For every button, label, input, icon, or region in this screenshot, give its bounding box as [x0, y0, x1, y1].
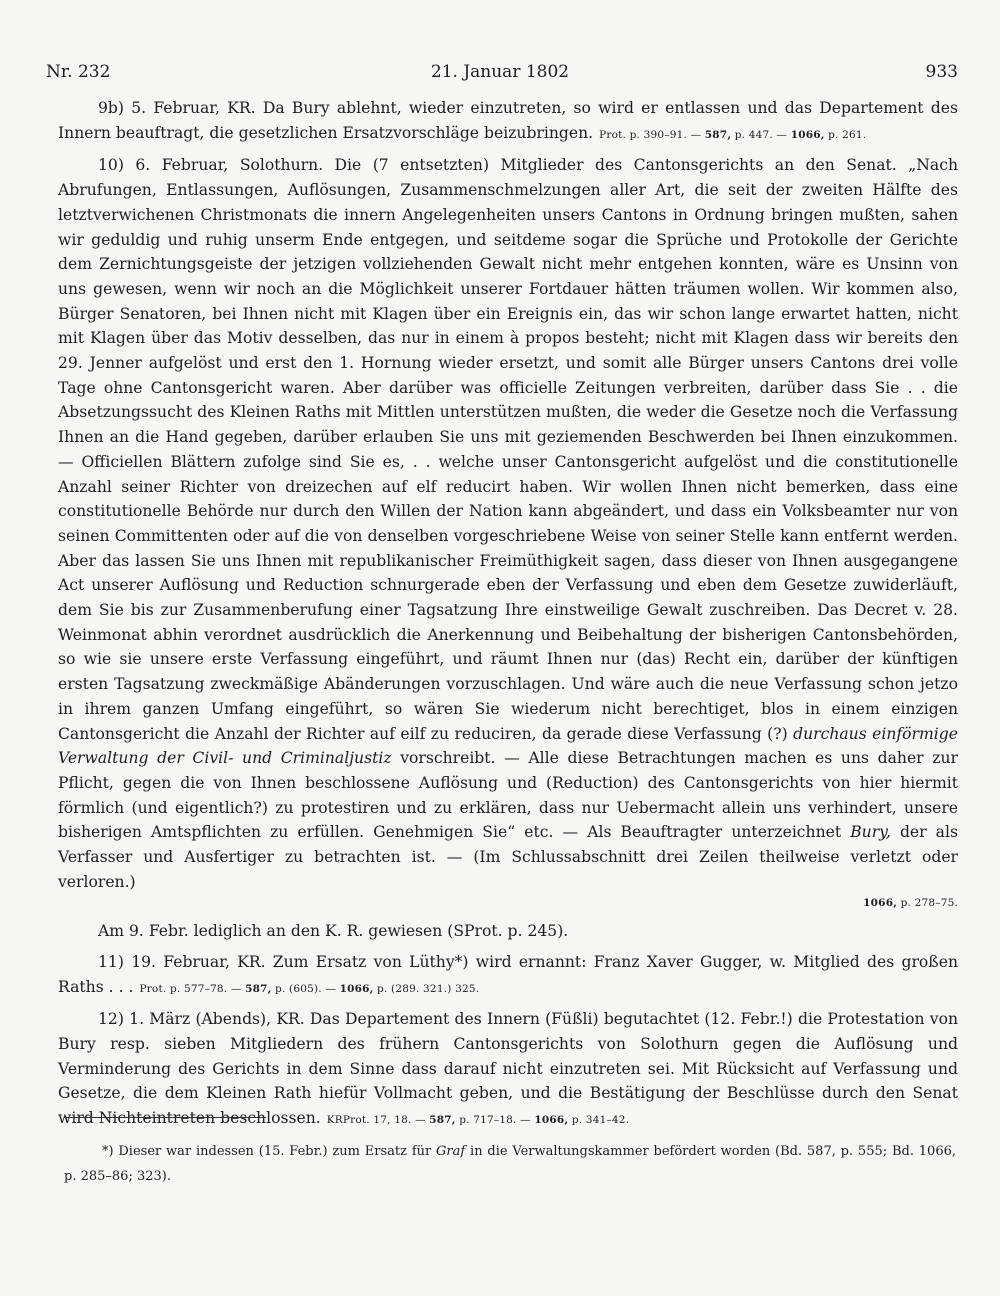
ref-volume: 587,: [704, 128, 732, 141]
paragraph-11-text: 11) 19. Februar, KR. Zum Ersatz von Lüthy*) wird ernannt: Franz Xaver Gugger, w. Mitglied des großen Raths . . .: [58, 952, 958, 996]
paragraph-11: [58, 950, 958, 1001]
paragraph-10-text-1: 10) 6. Februar, Solothurn. Die (7 entsetzten) Mitglieder des Cantonsgerichts an den Senat. „Nach Abrufungen, Entlassungen, Auflösungen, Zusammenschmelzungen aller Art, die seit der zweiten Hälfte des letztverwichenen Christmonats die innern Angelegenheiten unsers Cantons in Ordnung bringen mußten, sahen wir geduldig und ruhig unserm Ende entgegen, und seitdeme sogar die Sprüche und Protokolle der Gerichte dem Zernichtungsgeiste der jetzigen vollziehenden Gewalt nicht mehr entgehen konnten, wäre es Unsinn von uns gewesen, wenn wir noch an die Möglichkeit unserer Fortdauer hätten träumen wollen. Wir kommen also, Bürger Senatoren, bei Ihnen nicht mit Klagen über ein Ereignis ein, das wir schon lange erwartet hatten, nicht mit Klagen über das Motiv desselben, das nur in einem à propos besteht; nicht mit Klagen dass wir bereits den 29. Jenner aufgelöst und erst den 1. Hornung wieder ersetzt, und somit alle Bürger unsers Cantons drei volle Tage ohne Cantonsgericht waren. Aber darüber was officielle Zeitungen verbreiten, darüber dass Sie . . die Absetzungssucht des Kleinen Raths mit Mittlen unterstützen mußten, die weder die Gesetze noch die Verfassung Ihnen an die Hand gegeben, darüber erlauben Sie uns mit geziemenden Beschwerden bei Ihnen einzukommen. — Officiellen Blättern zufolge sind Sie es, . . welche unser Cantonsgericht aufgelöst und die constitutionelle Anzahl seiner Richter von dreizechen auf elf reducirt haben. Wir wollen Ihnen nicht bemerken, dass eine constitutionelle Behörde nur durch den Willen der Nation kann abgeändert, und dass ein Volksbeamter nur von seinen Committenten oder auf die von denselben vorgeschriebene Weise von seiner Stelle kann entfernt werden. Aber das lassen Sie uns Ihnen mit republikanischer Freimüthigkeit sagen, dass dieser von Ihnen ausgegangene Act unserer Auflösung und Reduction schnurgerade eben der Verfassung und eben dem Gesetze zuwiderläuft, dem Sie bis zur Zusammenberufung einer Tagsatzung Ihre einstweilige Gewalt zuschreiben. Das Decret v. 28. Weinmonat abhin verordnet ausdrücklich die Anerkennung und Beibehaltung der bisherigen Cantonsbehörden, so wie sie unsere erste Verfassung eingeführt, und räumt Ihnen nur (das) Recht ein, darüber der künftigen ersten Tagsatzung zweckmäßige Abänderungen vorzuschlagen. Und wäre auch die neue Verfassung schon jetzo in ihrem ganzen Umfang eingeführt, so wären Sie wiederum nicht berechtiget, blos in einem einzigen Cantonsgericht die Anzahl der Richter auf eilf zu reduciren, da gerade diese Verfassung (?): [58, 156, 958, 743]
ref-part: p. (289. 321.) 325.: [377, 982, 480, 995]
footnote-text-2: in die Verwaltungskammer befördert worden (Bd. 587, p. 555; Bd. 1066, p. 285–86; 323).: [64, 1144, 956, 1184]
paragraph-12-text: 12) 1. März (Abends), KR. Das Departement des Innern (Füßli) begutachtet (12. Febr.!) die Protestation von Bury resp. sieben Mitgliedern des frühern Cantonsgerichts von Solothurn gegen die Auflösung und Verminderung des Gerichts in dem Sinne dass darauf nicht einzutreten sei. Mit Rücksicht auf Verfassung und Gesetze, die dem Kleinen Rath hiefür Vollmacht geben, und die Bestätigung der Beschlüsse durch den Senat wird Nichteintreten beschlossen.: [58, 1010, 958, 1128]
ref-part: KRProt. 17, 18. —: [326, 1114, 426, 1127]
ref-volume: 1066,: [863, 896, 898, 909]
paragraph-9b-text: 9b) 5. Februar, KR. Da Bury ablehnt, wieder einzutreten, so wird er entlassen und das Departement des Innern beauftragt, die gesetzlichen Ersatzvorschläge beizubringen.: [58, 99, 958, 142]
paragraph-10-text-3: der als Verfasser und Ausfertiger zu betrachten ist. — (Im Schlussabschnitt drei Zeilen theilweise verletzt oder verloren.): [58, 823, 958, 891]
ref-part: Prot. p. 390–91. —: [599, 128, 702, 141]
ref-part: p. 261.: [828, 128, 867, 141]
footnote: [64, 1139, 956, 1189]
ref-part: p. 278–75.: [900, 896, 958, 909]
running-date-header: 21. Januar 1802: [430, 62, 570, 82]
paragraph-10-italic-2: Bury,: [850, 823, 891, 842]
paragraph-10b: Am 9. Febr. lediglich an den K. R. gewiesen (SProt. p. 245).: [98, 922, 569, 941]
paragraph-9b-reference: [599, 129, 866, 141]
footnote-text-1: *) Dieser war indessen (15. Febr.) zum Ersatz für: [102, 1144, 432, 1159]
document-body: [58, 96, 958, 1139]
ref-volume: 587,: [245, 982, 272, 995]
page-number-left: Nr. 232: [46, 62, 111, 82]
ref-part: p. 341–42.: [571, 1114, 630, 1127]
paragraph-12: [58, 1007, 958, 1133]
paragraph-12-reference: [327, 1114, 630, 1126]
ref-part: Prot. p. 577–78. —: [139, 982, 242, 995]
ref-part: p. 447. —: [734, 128, 788, 141]
footnote-divider: [64, 1117, 266, 1118]
paragraph-10: [58, 153, 958, 915]
ref-part: p. 717–18. —: [459, 1114, 531, 1127]
paragraph-10-text-2: vorschreibt. — Alle diese Betrachtungen machen es uns daher zur Pflicht, gegen die von Ihnen beschlossene Auflösung und (Reduction) des Cantonsgerichts von hier hiermit förmlich (und eigentlich?) zu protestiren und zu erklären, dass nur Uebermacht allein uns verhindert, unsere bisherigen Amtspflichten zu erfüllen. Genehmigen Sie“ etc. — Als Beauftragter unterzeichnet: [58, 749, 958, 842]
footnote-italic: Graf: [436, 1144, 466, 1159]
ref-volume: 587,: [429, 1114, 456, 1127]
paragraph-11-reference: [139, 983, 479, 995]
ref-volume: 1066,: [790, 128, 825, 141]
ref-volume: 1066,: [339, 982, 374, 995]
page-number-right: 933: [925, 62, 958, 82]
paragraph-10-italic-1: durchaus einförmige Verwaltung der Civil- und Criminaljustiz: [58, 724, 958, 768]
ref-volume: 1066,: [534, 1114, 569, 1127]
paragraph-10-reference: [64, 891, 958, 916]
ref-part: p. (605). —: [275, 982, 337, 995]
paragraph-9b: [58, 96, 958, 147]
